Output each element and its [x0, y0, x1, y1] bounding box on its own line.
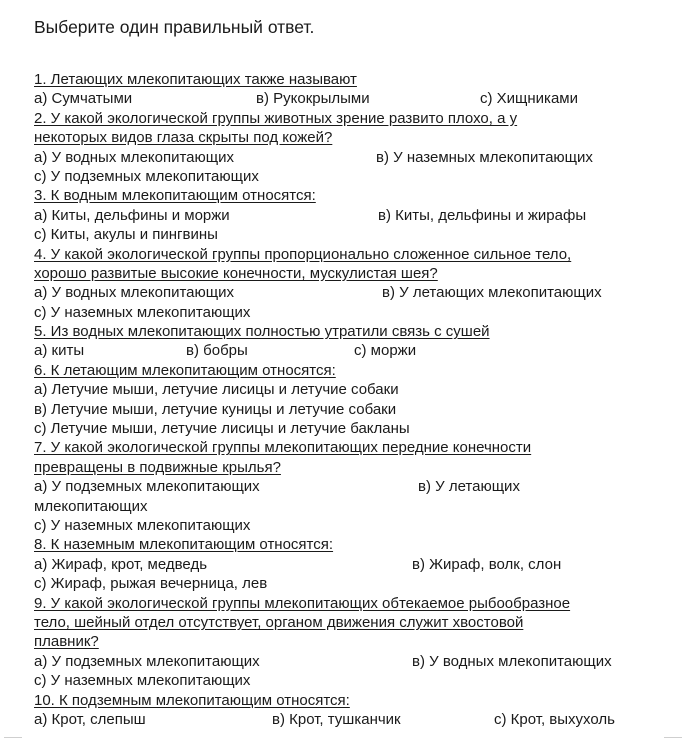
- question-7-options-row: [34, 477, 674, 496]
- question-text-line: 7. У какой экологической группы млекопитающих передние конечности: [34, 439, 532, 457]
- answer-option: с) У наземных млекопитающих: [34, 672, 251, 690]
- question-7-options-row: [34, 497, 674, 516]
- answer-option: а) Киты, дельфины и моржи: [34, 206, 230, 224]
- answer-option: с) Хищниками: [480, 90, 578, 108]
- question-6-options-row: [34, 380, 674, 399]
- answer-option: а) У водных млекопитающих: [34, 148, 234, 166]
- answer-option: в) У летающих млекопитающих: [382, 284, 602, 302]
- answer-option: с) Жираф, рыжая вечерница, лев: [34, 575, 268, 593]
- question-6-options-row: [34, 400, 674, 419]
- question-text-line: 6. К летающим млекопитающим относятся:: [34, 361, 336, 379]
- question-4-text: [34, 245, 674, 264]
- answer-option: с) Летучие мыши, летучие лисицы и летучие бакланы: [34, 420, 410, 438]
- answer-option: с) У подземных млекопитающих: [34, 167, 259, 185]
- bottom-right-mark: [664, 737, 682, 738]
- answer-option: а) У подземных млекопитающих: [34, 652, 260, 670]
- question-7-text: [34, 458, 674, 477]
- answer-option: в) бобры: [186, 342, 248, 360]
- question-10-text: [34, 691, 674, 710]
- question-1-options-row: [34, 89, 674, 108]
- answer-option: с) Киты, акулы и пингвины: [34, 226, 218, 244]
- question-text-line: плавник?: [34, 633, 99, 651]
- question-3-options-row: [34, 206, 674, 225]
- answer-option: с) У наземных млекопитающих: [34, 303, 251, 321]
- question-8-options-row: [34, 574, 674, 593]
- question-2-options-row: [34, 148, 674, 167]
- answer-option: а) У подземных млекопитающих: [34, 478, 260, 496]
- question-7-text: [34, 438, 674, 457]
- question-2-text: [34, 128, 674, 147]
- question-text-line: тело, шейный отдел отсутствует, органом движения служит хвостовой: [34, 613, 524, 631]
- question-3-options-row: [34, 225, 674, 244]
- answer-option: а) Сумчатыми: [34, 90, 133, 108]
- answer-option: в) Крот, тушканчик: [272, 710, 401, 728]
- question-list: [34, 70, 674, 729]
- question-7-options-row: [34, 516, 674, 535]
- answer-option: а) Жираф, крот, медведь: [34, 555, 208, 573]
- question-9-text: [34, 613, 674, 632]
- question-5-options-row: [34, 341, 674, 360]
- question-8-text: [34, 535, 674, 554]
- answer-option: в) Рукокрылыми: [256, 90, 370, 108]
- question-9-text: [34, 632, 674, 651]
- answer-option: с) У наземных млекопитающих: [34, 516, 251, 534]
- answer-option: а) Летучие мыши, летучие лисицы и летучие собаки: [34, 381, 399, 399]
- answer-option: а) киты: [34, 342, 85, 360]
- question-text-line: хорошо развитые высокие конечности, мускулистая шея?: [34, 264, 438, 282]
- question-text-line: превращены в подвижные крылья?: [34, 458, 281, 476]
- answer-option: в) У водных млекопитающих: [412, 652, 612, 670]
- question-text-line: 2. У какой экологической группы животных зрение развито плохо, а у: [34, 109, 518, 127]
- instruction-heading: Выберите один правильный ответ.: [34, 17, 315, 37]
- question-2-options-row: [34, 167, 674, 186]
- question-4-text: [34, 264, 674, 283]
- answer-option: а) Крот, слепыш: [34, 710, 146, 728]
- question-text-line: 10. К подземным млекопитающим относятся:: [34, 691, 350, 709]
- question-5-text: [34, 322, 674, 341]
- question-3-text: [34, 186, 674, 205]
- question-6-options-row: [34, 419, 674, 438]
- question-2-text: [34, 109, 674, 128]
- question-9-text: [34, 594, 674, 613]
- answer-option: а) У водных млекопитающих: [34, 284, 234, 302]
- answer-option: млекопитающих: [34, 497, 148, 515]
- question-text-line: 3. К водным млекопитающим относятся:: [34, 187, 316, 205]
- answer-option: с) Крот, выхухоль: [494, 710, 615, 728]
- answer-option: в) Киты, дельфины и жирафы: [378, 206, 587, 224]
- question-8-options-row: [34, 555, 674, 574]
- bottom-left-mark: [4, 737, 22, 738]
- question-9-options-row: [34, 671, 674, 690]
- question-text-line: 1. Летающих млекопитающих также называют: [34, 71, 357, 88]
- question-text-line: 4. У какой экологической группы пропорционально сложенное сильное тело,: [34, 245, 572, 263]
- question-text-line: 5. Из водных млекопитающих полностью утратили связь с сушей: [34, 323, 490, 341]
- answer-option: в) Летучие мыши, летучие куницы и летучие собаки: [34, 400, 397, 418]
- question-1-text: [34, 70, 674, 89]
- question-text-line: 9. У какой экологической группы млекопитающих обтекаемое рыбообразное: [34, 594, 571, 612]
- question-6-text: [34, 361, 674, 380]
- question-10-options-row: [34, 710, 674, 729]
- question-text-line: 8. К наземным млекопитающим относятся:: [34, 536, 334, 554]
- answer-option: в) У летающих: [418, 478, 520, 496]
- answer-option: с) моржи: [354, 342, 417, 360]
- question-text-line: некоторых видов глаза скрыты под кожей?: [34, 129, 333, 147]
- answer-option: в) Жираф, волк, слон: [412, 555, 562, 573]
- answer-option: в) У наземных млекопитающих: [376, 148, 593, 166]
- question-9-options-row: [34, 652, 674, 671]
- question-4-options-row: [34, 303, 674, 322]
- question-4-options-row: [34, 283, 674, 302]
